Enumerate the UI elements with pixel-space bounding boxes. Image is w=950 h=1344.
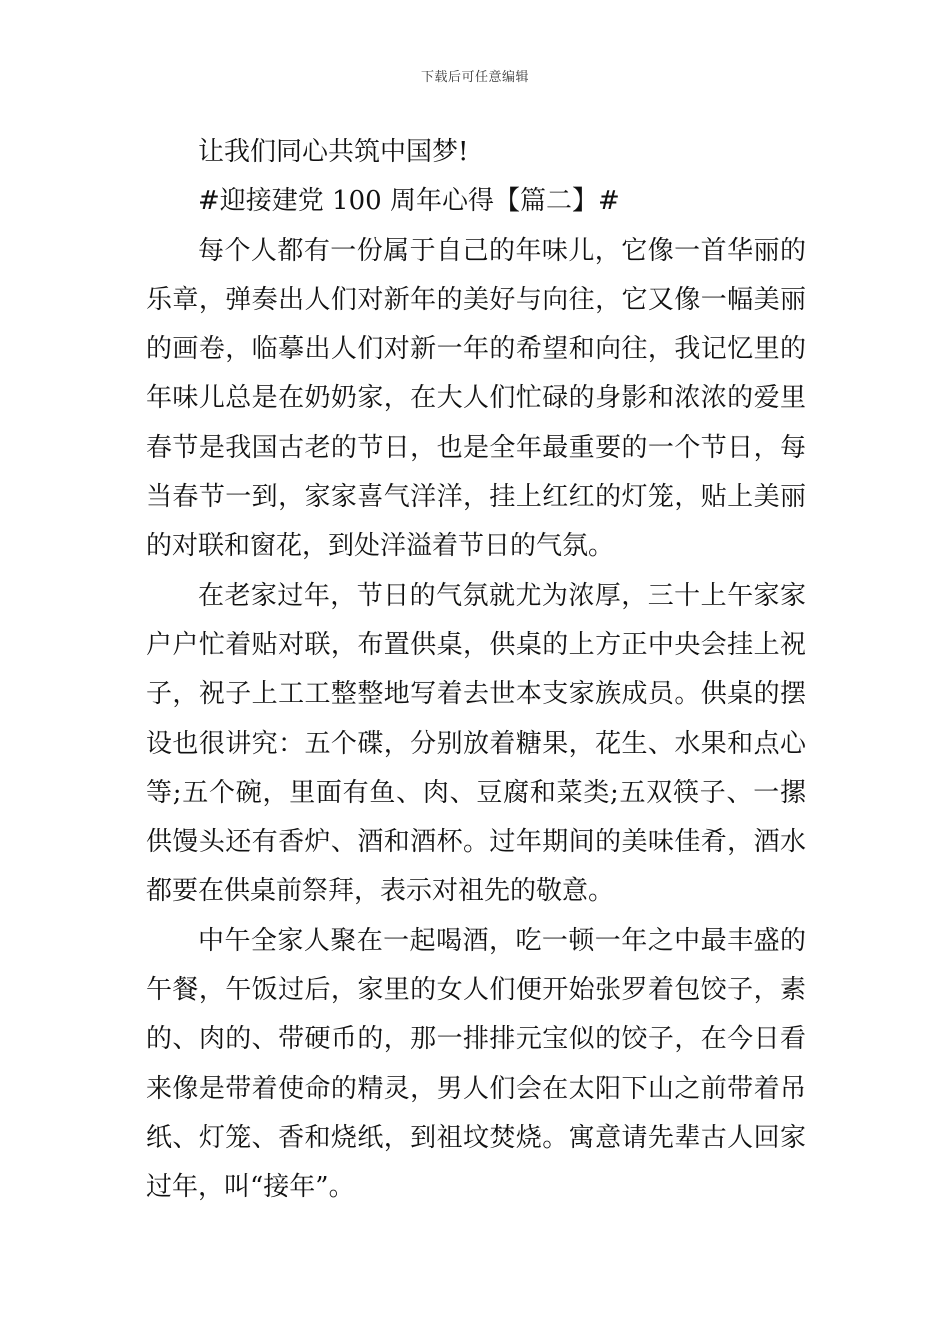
paragraph-line: 春节是我国古老的节日，也是全年最重要的一个节日，每 (146, 432, 806, 463)
closing-line: 让我们同心共筑中国梦! (198, 137, 469, 167)
section-heading: #迎接建党 100 周年心得【篇二】# (198, 186, 620, 217)
paragraph-line: 的对联和窗花，到处洋溢着节日的气氛。 (146, 531, 615, 562)
paragraph-line: 年味儿总是在奶奶家，在大人们忙碌的身影和浓浓的爱里 (146, 383, 806, 414)
page-header: 下载后可任意编辑 (420, 70, 529, 85)
paragraph-line: 过年，叫“接年”。 (146, 1172, 355, 1203)
paragraph-line: 的画卷，临摹出人们对新一年的希望和向往，我记忆里的 (146, 334, 806, 365)
paragraph-line: 每个人都有一份属于自己的年味儿，它像一首华丽的 (198, 235, 806, 266)
paragraph-line: 纸、灯笼、香和烧纸，到祖坟焚烧。寓意请先辈古人回家 (146, 1122, 806, 1153)
paragraph-line: 供馒头还有香炉、酒和酒杯。过年期间的美味佳肴，酒水 (146, 827, 806, 858)
paragraph-line: 等;五个碗，里面有鱼、肉、豆腐和菜类;五双筷子、一摞 (146, 777, 806, 808)
paragraph-line: 的、肉的、带硬币的，那一排排元宝似的饺子，在今日看 (146, 1024, 806, 1055)
paragraph-line: 乐章，弹奏出人们对新年的美好与向往，它又像一幅美丽 (146, 284, 806, 315)
paragraph-line: 来像是带着使命的精灵，男人们会在太阳下山之前带着吊 (146, 1073, 806, 1104)
paragraph-line: 子，祝子上工工整整地写着去世本支家族成员。供桌的摆 (146, 679, 806, 710)
document-body (146, 128, 806, 1213)
paragraph-line: 都要在供桌前祭拜，表示对祖先的敬意。 (146, 876, 615, 907)
paragraph-line: 设也很讲究：五个碟，分别放着糖果，花生、水果和点心 (146, 728, 806, 759)
paragraph-line: 在老家过年，节日的气氛就尤为浓厚，三十上午家家 (198, 580, 806, 611)
paragraph-line: 午餐，午饭过后，家里的女人们便开始张罗着包饺子，素 (146, 975, 806, 1006)
paragraph-line: 户户忙着贴对联，布置供桌，供桌的上方正中央会挂上祝 (146, 629, 806, 660)
paragraph-line: 当春节一到，家家喜气洋洋，挂上红红的灯笼，贴上美丽 (146, 482, 806, 513)
paragraph-line: 中午全家人聚在一起喝酒，吃一顿一年之中最丰盛的 (198, 925, 806, 956)
